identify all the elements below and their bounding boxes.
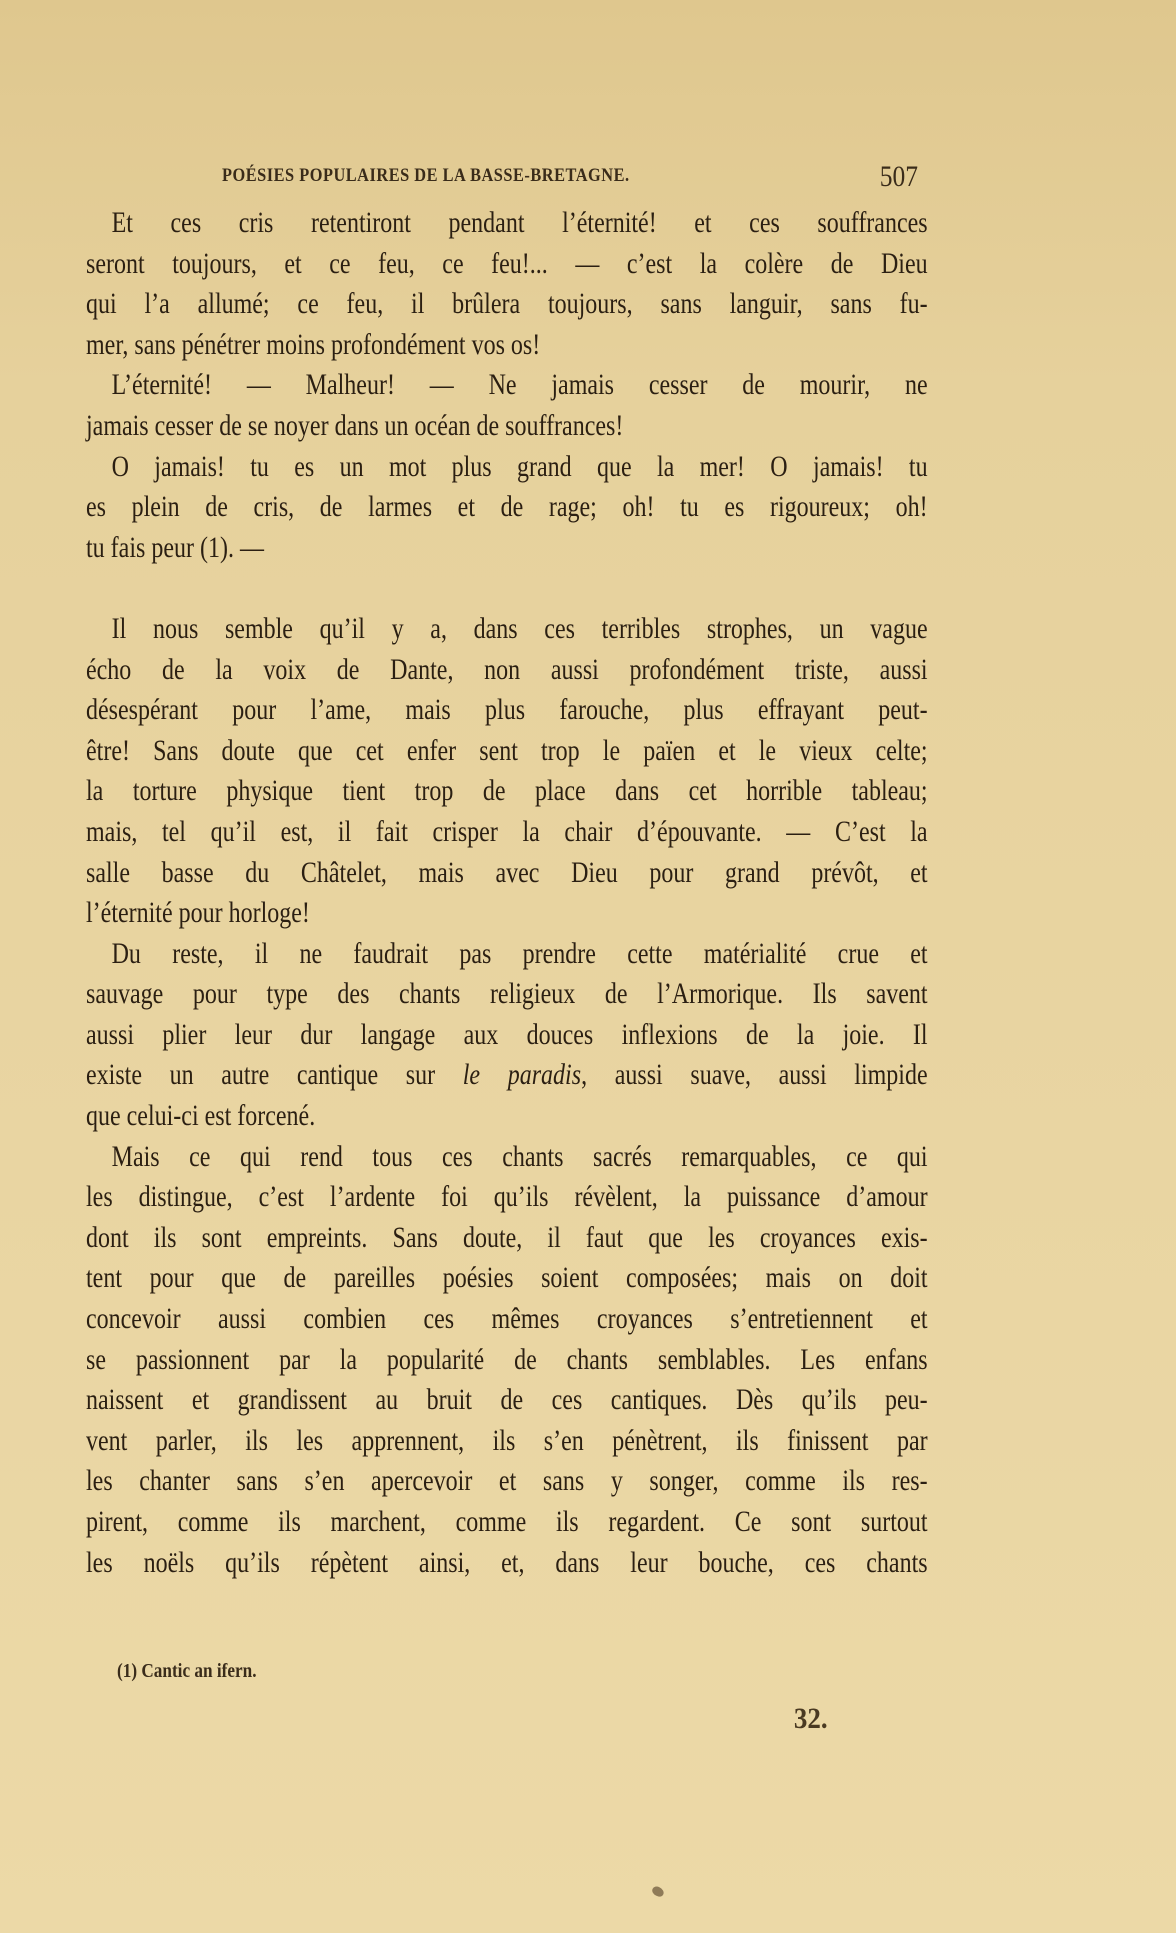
text-line: Mais ce qui rend tous ces chants sacrés remarquables, ce qui <box>111 1139 928 1173</box>
text-line: être! Sans doute que cet enfer sent trop le païen et le vieux celte; <box>86 733 928 767</box>
paragraph <box>86 365 928 446</box>
text-line <box>86 1055 928 1096</box>
ink-spot <box>651 1885 666 1898</box>
paragraph <box>86 447 928 569</box>
running-head <box>222 160 922 193</box>
paragraph <box>86 609 928 934</box>
paragraph <box>86 1137 928 1584</box>
text-line: salle basse du Châtelet, mais avec Dieu pour grand prévôt, et <box>86 855 928 889</box>
text-line: que celui-ci est forcené. <box>86 1099 316 1133</box>
text-line: pirent, comme ils marchent, comme ils regardent. Ce sont surtout <box>86 1505 928 1538</box>
text-line: Il nous semble qu’il y a, dans ces terribles strophes, un vague <box>111 611 928 645</box>
signature-mark: 32. <box>793 1702 828 1735</box>
text-line: L’éternité! — Malheur! — Ne jamais cesser de mourir, ne <box>111 368 928 402</box>
text-line: aussi plier leur dur langage aux douces inflexions de la joie. Il <box>86 1017 928 1051</box>
text-line: désespérant pour l’ame, mais plus farouche, plus effrayant peut- <box>86 693 928 727</box>
text-line: Et ces cris retentiront pendant l’éternité! et ces souffrances <box>111 206 928 239</box>
text-line: mer, sans pénétrer moins profondément vos os! <box>86 327 541 361</box>
text-line: dont ils sont empreints. Sans doute, il faut que les croyances exis- <box>86 1220 928 1254</box>
paragraph <box>86 934 928 1137</box>
text-line: se passionnent par la popularité de chants semblables. Les enfans <box>86 1342 928 1376</box>
paragraph <box>86 203 928 365</box>
text-line: la torture physique tient trop de place dans cet horrible tableau; <box>86 774 928 808</box>
text-line: les chanter sans s’en apercevoir et sans y songer, comme ils res- <box>86 1464 928 1498</box>
text-line: naissent et grandissent au bruit de ces cantiques. Dès qu’ils peu- <box>86 1383 928 1417</box>
footnote-marker: (1) <box>117 1660 138 1682</box>
body-text <box>86 203 928 1583</box>
text-run: , aussi suave, aussi limpide <box>581 1058 928 1092</box>
text-line: seront toujours, et ce feu, ce feu!... — c’est la colère de Dieu <box>86 246 928 280</box>
text-line: les distingue, c’est l’ardente foi qu’ils révèlent, la puissance d’amour <box>86 1180 928 1214</box>
text-line: qui l’a allumé; ce feu, il brûlera toujours, sans languir, sans fu- <box>86 287 928 321</box>
text-line: mais, tel qu’il est, il fait crisper la chair d’épouvante. — C’est la <box>86 814 928 848</box>
text-line: écho de la voix de Dante, non aussi profondément triste, aussi <box>86 652 928 686</box>
text-line: les noëls qu’ils répètent ainsi, et, dans leur bouche, ces chants <box>86 1545 928 1579</box>
text-line: vent parler, ils les apprennent, ils s’en pénètrent, ils finissent par <box>86 1423 928 1457</box>
text-line: es plein de cris, de larmes et de rage; oh! tu es rigoureux; oh! <box>86 490 928 524</box>
page-number: 507 <box>879 160 918 193</box>
text-line: tent pour que de pareilles poésies soient composées; mais on doit <box>86 1261 928 1295</box>
footnote-text: Cantic an ifern. <box>141 1660 257 1682</box>
text-line: Du reste, il ne faudrait pas prendre cette matérialité crue et <box>111 936 928 970</box>
text-line: tu fais peur (1). — <box>86 530 264 564</box>
footnote <box>117 1660 257 1683</box>
text-line: O jamais! tu es un mot plus grand que la mer! O jamais! tu <box>111 449 928 483</box>
text-line: jamais cesser de se noyer dans un océan de souffrances! <box>86 408 624 442</box>
running-title: POÉSIES POPULAIRES DE LA BASSE-BRETAGNE. <box>222 165 630 186</box>
text-line: sauvage pour type des chants religieux de l’Armorique. Ils savent <box>86 977 928 1011</box>
text-run: existe un autre cantique sur <box>86 1058 463 1092</box>
text-line: l’éternité pour horloge! <box>86 896 310 930</box>
text-line: concevoir aussi combien ces mêmes croyances s’entretiennent et <box>86 1302 928 1336</box>
paragraph-gap <box>86 568 928 609</box>
italic-title: le paradis <box>462 1058 582 1092</box>
